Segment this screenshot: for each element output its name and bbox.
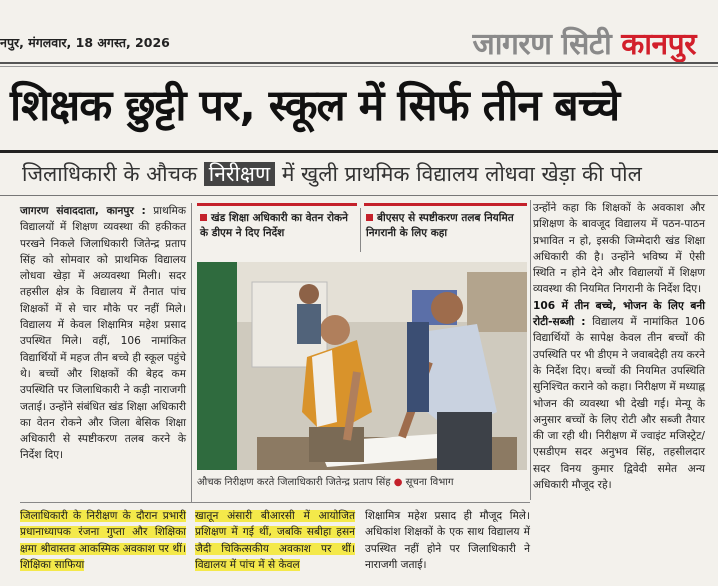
column-divider-left [191,203,192,503]
newspaper-brand [473,22,697,63]
subhead-highlight: निरीक्षण [204,162,275,186]
column-divider-right [530,200,531,500]
column3-subhead: 106 में तीन बच्चे, भोजन के लिए बनी रोटी-सब्जी : [533,299,705,329]
column1-text: प्राथमिक विद्यालयों में शिक्षण व्यवस्था की हकीकत परखने निकले जिलाधिकारी जितेन्द्र प्रताप सिंह को सोमवार को प्राथमिक विद्यालय लोधवा खेड़ा में अव्यवस्था मिली। सदर तहसील क्षेत्र के विद्यालय में तैनात पांच शिक्षकों में से चार मौके पर नहीं मिले। विद्यालय में केवल शिक्षामित्र महेश प्रसाद उपस्थित मिले। वहीं, 106 नामांकित विद्यार्थियों में महज तीन बच्चे ही स्कूल पहुंचे थे। बच्चों और शिक्षकों की बेहद कम उपस्थिति पर जिलाधिकारी ने कड़ी नाराजगी जताई। उन्होंने संबंधित खंड शिक्षा अधिकारी का वेतन रोकने और जिला बेसिक शिक्षा अधिकारी से स्पष्टीकरण तलब करने के निर्देश दिए। [20,205,186,462]
bullet-square-icon [200,214,207,221]
bottom-rule [20,502,530,503]
photo-caption [197,474,527,488]
masthead-rule-thin [0,66,718,67]
byline: जागरण संवाददाता, कानपुर : [20,205,146,217]
bottom-column-1 [20,508,186,573]
brand-city-label: जागरण सिटी [472,27,612,62]
subhead-before: जिलाधिकारी के औचक [22,162,198,186]
highlight-box-left [200,211,356,241]
news-photo-illustration [197,262,527,470]
bullet-square-icon [366,214,373,221]
bottom-column-2-text: खातून अंसारी बीआरसी में आयोजित प्रशिक्षण में गई थीं, जबकि सबीहा हसन जैदी चिकित्सकीय अवकाश पर थीं। विद्यालय में पांच में से केवल [195,510,355,571]
photo-credit-marker: ● [393,477,403,488]
bottom-column-3 [365,508,530,573]
box-right-rule [364,203,527,206]
brand-kanpur-label: कानपुर [621,27,696,62]
bottom-column-3-text: शिक्षामित्र महेश प्रसाद ही मौजूद मिले। अधिकांश शिक्षकों के एक साथ विद्यालय में उपस्थित नहीं होने पर जिलाधिकारी ने नाराजगी जताई। [365,510,530,571]
column3-text-1: उन्होंने कहा कि शिक्षकों के अवकाश और प्रशिक्षण के बावजूद विद्यालय में पठन-पाठन प्रभावित न हो, इसकी जिम्मेदारी खंड शिक्षा अधिकारी की है। उन्होंने भविष्य में ऐसी स्थिति न होने देने और विद्यालयों में शिक्षण व्यवस्था की नियमित निगरानी के निर्देश दिए। [533,202,705,296]
box-left-text: खंड शिक्षा अधिकारी का वेतन रोकने के डीएम ने दिए निर्देश [200,212,348,239]
masthead-rule [0,62,718,64]
article-column-1 [20,203,186,464]
dateline: नपुर, मंगलवार, 18 अगस्त, 2026 [0,35,170,50]
subhead-after: में खुली प्राथमिक विद्यालय लोधवा खेड़ा की पोल [281,162,642,186]
box-right-text: बीएसए से स्पष्टीकरण तलब नियमित निगरानी के लिए कहा [366,212,514,239]
photo-credit: सूचना विभाग [405,477,454,488]
subhead-rule [0,195,718,196]
headline: शिक्षक छुट्टी पर, स्कूल में सिर्फ तीन बच्चे [10,81,620,131]
news-photo [197,262,527,470]
headline-rule [0,150,718,153]
bottom-column-2 [195,508,355,573]
box-divider [360,208,361,252]
highlight-box-right [366,211,526,241]
article-column-3 [533,200,705,493]
caption-text: औचक निरीक्षण करते जिलाधिकारी जितेन्द्र प्रताप सिंह [197,477,391,488]
box-left-rule [197,203,357,206]
column3-text-2: विद्यालय में नामांकित 106 विद्यार्थियों के सापेक्ष केवल तीन बच्चों की उपस्थिति पर भी डीएम ने जवाबदेही तय करने के निर्देश दिए। बच्चों की नियमित उपस्थिति सुनिश्चित कराने को कहा। निरीक्षण में मध्याह्न भोजन की व्यवस्था भी देखी गई। मेन्यू के अनुसार बच्चों के लिए रोटी और सब्जी तैयार की जा रही थी। निरीक्षण में ज्वाइंट मजिस्ट्रेट/एसडीएम सदर अनुभव सिंह, तहसीलदार सदर विनय कुमार द्विवेदी समेत अन्य अधिकारी मौजूद रहे। [533,316,705,492]
bottom-column-1-text: जिलाधिकारी के निरीक्षण के दौरान प्रभारी प्रधानाध्यापक रंजना गुप्ता और शिक्षिका क्षमा श्रीवास्तव आकस्मिक अवकाश पर थीं। शिक्षिका साफिया [20,510,186,571]
subheadline [22,160,642,188]
